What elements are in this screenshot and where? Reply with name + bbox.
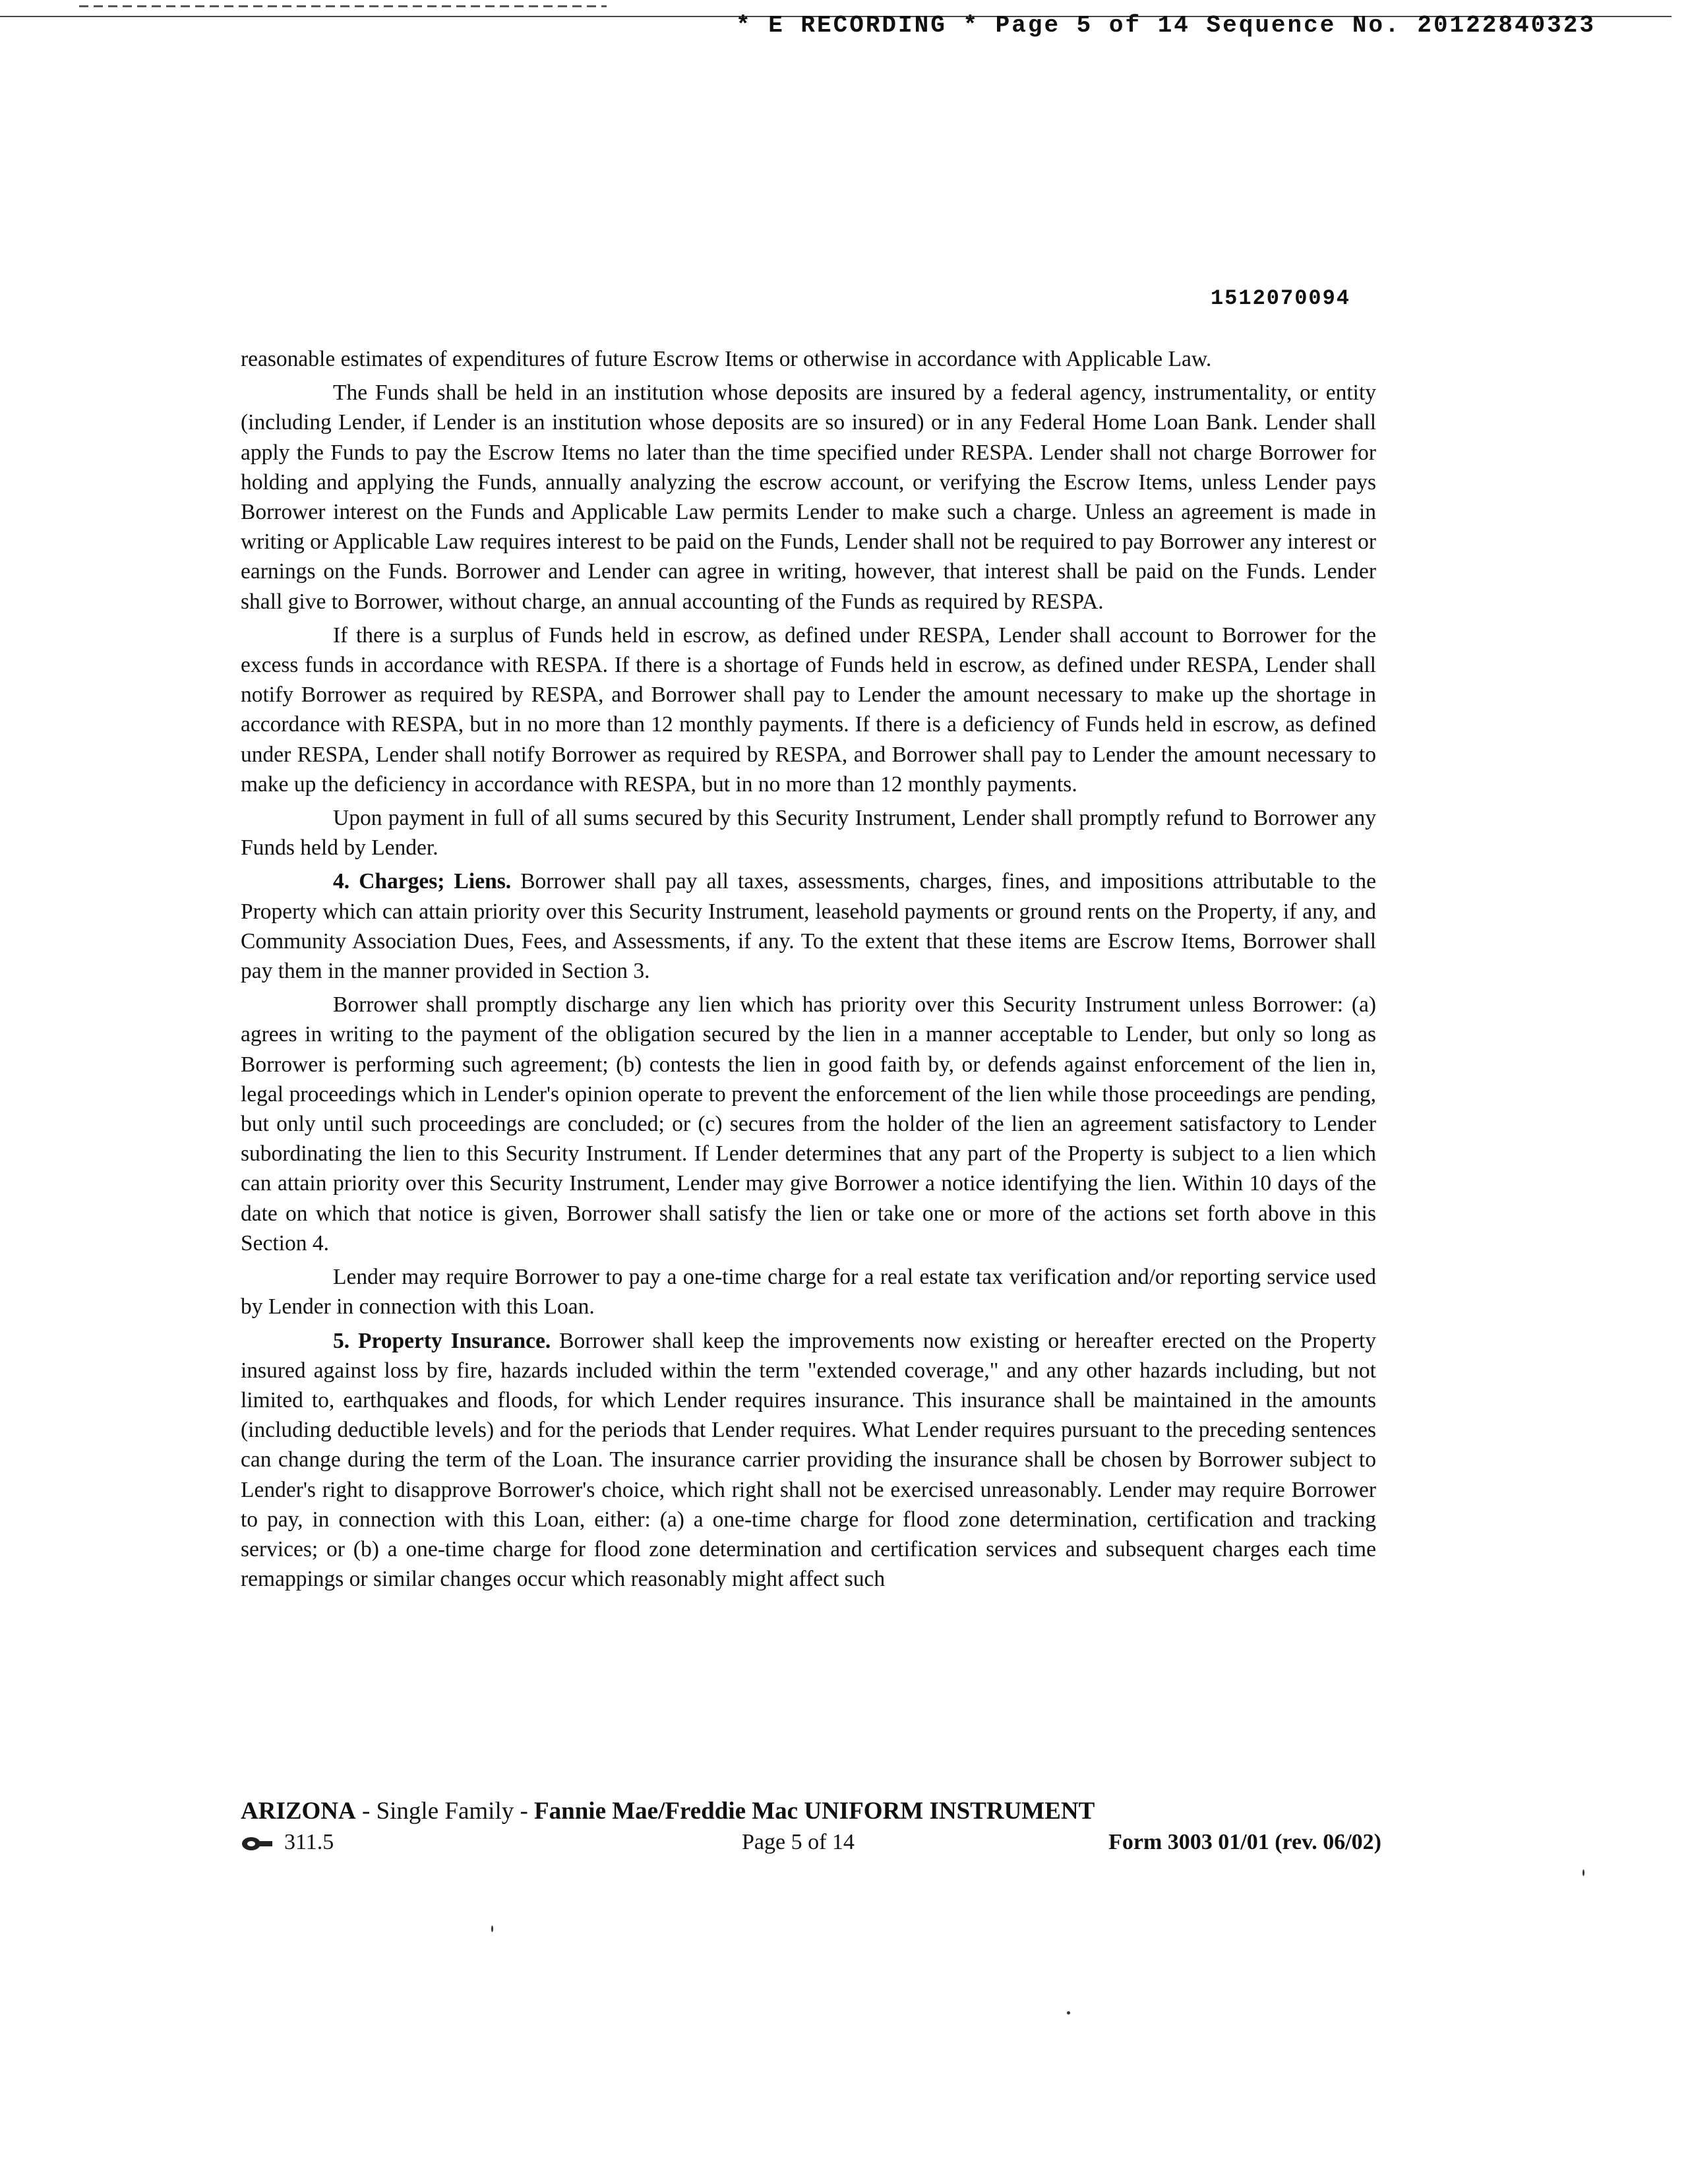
form-number: Form 3003 01/01 (rev. 06/02): [1108, 1830, 1381, 1854]
recording-banner: * E RECORDING * Page 5 of 14 Sequence No. 20122840323: [736, 12, 1596, 39]
section-text: Borrower shall keep the improvements now existing or hereafter erected on the Property insured against loss by fire, hazards included within the term "extended coverage," and any other hazards including, but not limited to, earthquakes and floods, for which Lender requires insurance. This insurance shall be maintained in the amounts (including deductible levels) and for the periods that Lender requires. What Lender requires pursuant to the preceding sentences can change during the term of the Loan. The insurance carrier providing the insurance shall be chosen by Borrower subject to Lender's right to disapprove Borrower's choice, which right shall not be exercised unreasonably. Lender may require Borrower to pay, in connection with this Loan, either: (a) a one-time charge for flood zone determination, certification and tracking services; or (b) a one-time charge for flood zone determination and certification services and subsequent charges each time remappings or similar changes occur which reasonably might affect such: [241, 1328, 1376, 1592]
section-heading: 5. Property Insurance.: [333, 1328, 551, 1353]
document-body: [241, 344, 1376, 1598]
scan-speck: [491, 1926, 493, 1932]
footer-state: ARIZONA: [241, 1798, 356, 1825]
footer-line: [241, 1830, 1381, 1862]
page-number: Page 5 of 14: [742, 1830, 855, 1854]
section-text: Borrower shall pay all taxes, assessments, charges, fines, and impositions attributable to the Property which can attain priority over this Security Instrument, leasehold payments or ground rents on the Property, if any, and Community Association Dues, Fees, and Assessments, if any. To the extent that these items are Escrow Items, Borrower shall pay them in the manner provided in Section 3.: [241, 869, 1376, 984]
form-code: [241, 1830, 334, 1855]
form-title: [241, 1797, 1095, 1825]
vmp-logo-icon: [241, 1835, 274, 1852]
section-4-paragraph: [241, 866, 1376, 986]
section-heading: 4. Charges; Liens.: [333, 869, 512, 894]
footer-instrument: Fannie Mae/Freddie Mac UNIFORM INSTRUMENT: [534, 1798, 1095, 1825]
footer-sep: - Single Family -: [355, 1798, 535, 1825]
paragraph: Lender may require Borrower to pay a one-time charge for a real estate tax verification and/or reporting service used by Lender in connection with this Loan.: [241, 1265, 1376, 1320]
paragraph: Borrower shall promptly discharge any lien which has priority over this Security Instrument unless Borrower: (a) agrees in writing to the payment of the obligation secured by the lien in a manner acceptable to Lender, but only so long as Borrower is performing such agreement; (b) contests the lien in good faith by, or defends against enforcement of the lien in, legal proceedings which in Lender's opinion operate to prevent the enforcement of the lien while those proceedings are pending, but only until such proceedings are concluded; or (c) secures from the holder of the lien an agreement satisfactory to Lender subordinating the lien to this Security Instrument. If Lender determines that any part of the Property is subject to a lien which can attain priority over this Security Instrument, Lender may give Borrower a notice identifying the lien. Within 10 days of the date on which that notice is given, Borrower shall satisfy the lien or take one or more of the actions set forth above in this Section 4.: [241, 992, 1376, 1256]
form-code-number: 311.5: [284, 1830, 334, 1854]
paragraph: If there is a surplus of Funds held in escrow, as defined under RESPA, Lender shall account to Borrower for the excess funds in accordance with RESPA. If there is a shortage of Funds held in escrow, as defined under RESPA, Lender shall notify Borrower as required by RESPA, and Borrower shall pay to Lender the amount necessary to make up the shortage in accordance with RESPA, but in no more than 12 monthly payments. If there is a deficiency of Funds held in escrow, as defined under RESPA, Lender shall notify Borrower as required by RESPA, and Borrower shall pay to Lender the amount necessary to make up the deficiency in accordance with RESPA, but in no more than 12 monthly payments.: [241, 622, 1376, 797]
paragraph: reasonable estimates of expenditures of future Escrow Items or otherwise in accordance with Applicable Law.: [241, 347, 1212, 371]
document-number: 1512070094: [1210, 286, 1350, 311]
section-5-paragraph: [241, 1326, 1376, 1594]
scan-speck: [1067, 2011, 1070, 2015]
scan-speck: [1582, 1869, 1584, 1876]
paragraph: Upon payment in full of all sums secured by this Security Instrument, Lender shall promptly refund to Borrower any Funds held by Lender.: [241, 806, 1376, 861]
scan-artifact: [79, 5, 607, 7]
paragraph: The Funds shall be held in an institution whose deposits are insured by a federal agency, instrumentality, or entity (including Lender, if Lender is an institution whose deposits are so insured) or in any Federal Home Loan Bank. Lender shall apply the Funds to pay the Escrow Items no later than the time specified under RESPA. Lender shall not charge Borrower for holding and applying the Funds, annually analyzing the escrow account, or verifying the Escrow Items, unless Lender pays Borrower interest on the Funds and Applicable Law permits Lender to make such a charge. Unless an agreement is made in writing or Applicable Law requires interest to be paid on the Funds, Lender shall not be required to pay Borrower any interest or earnings on the Funds. Borrower and Lender can agree in writing, however, that interest shall be paid on the Funds. Lender shall give to Borrower, without charge, an annual accounting of the Funds as required by RESPA.: [241, 380, 1376, 614]
